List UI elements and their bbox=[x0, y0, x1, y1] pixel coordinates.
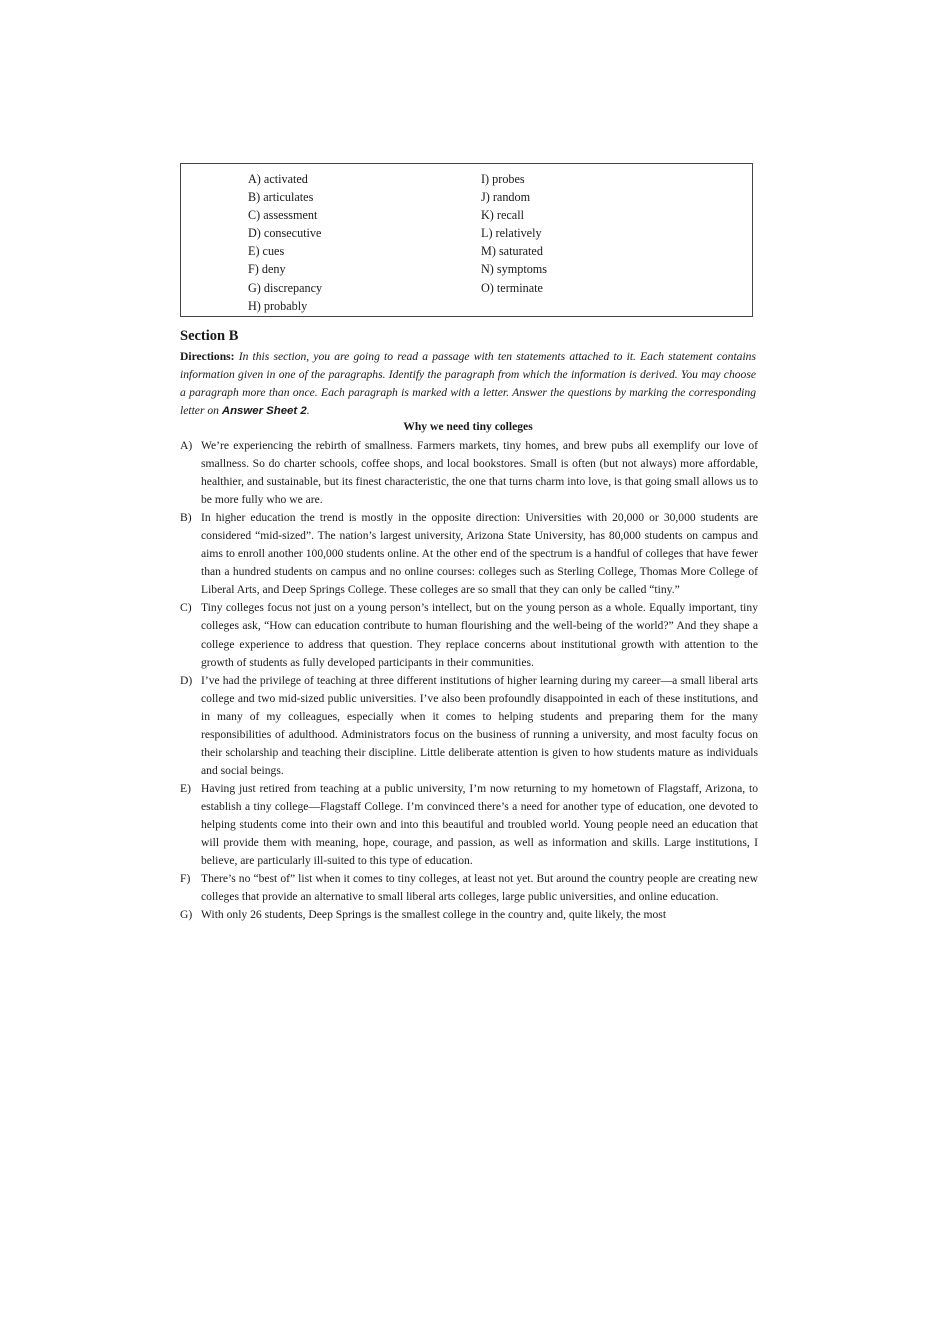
paragraph-label: G) bbox=[180, 908, 193, 922]
paragraph-c bbox=[180, 599, 758, 671]
word-bank bbox=[180, 163, 753, 317]
paragraph-text: With only 26 students, Deep Springs is the smallest college in the country and, quite likely, the most bbox=[201, 908, 667, 922]
paragraph-b bbox=[180, 509, 758, 599]
paragraph-label: E) bbox=[180, 781, 191, 795]
paragraph-label: D) bbox=[180, 673, 193, 687]
paragraph-text: In higher education the trend is mostly in the opposite direction: Universities with 20,000 or 30,000 students are considered “mid-sized”. The nation’s largest university, Arizona State University, has 80,000 students on campus and aims to enroll another 100,000 students online. At the other end of the spectrum is a handful of colleges that have fewer than a hundred students on campus and no online courses: colleges such as Sterling College, Thomas More College of Liberal Arts, and Deep Springs College. These colleges are so small that they can only be called “tiny.” bbox=[201, 511, 758, 597]
paragraph-g bbox=[180, 906, 758, 924]
directions-end: . bbox=[306, 404, 310, 418]
word-option: A) activated bbox=[248, 172, 308, 186]
word-option: J) random bbox=[481, 190, 531, 205]
word-option: E) cues bbox=[248, 244, 285, 259]
word-option: G) discrepancy bbox=[248, 280, 323, 295]
paragraph-a bbox=[180, 437, 758, 509]
word-option: H) probably bbox=[248, 298, 308, 313]
word-option: M) saturated bbox=[481, 244, 543, 259]
paragraph-text: There’s no “best of” list when it comes to tiny colleges, at least not yet. But around the country people are creating new colleges that provide an alternative to small liberal arts colleges, large public universities, and online education. bbox=[201, 872, 758, 904]
paragraph-label: B) bbox=[180, 511, 192, 525]
paragraph-text: Tiny colleges focus not just on a young person’s intellect, but on the young person as a whole. Equally important, tiny colleges ask, “How can education contribute to human flourishing and the well-being of the world?” And they shape a college experience to address that question. They replace concerns about institutional growth with attention to the growth of students as fully developed participants in their communities. bbox=[201, 601, 758, 669]
paragraph-e bbox=[180, 780, 758, 870]
word-option: K) recall bbox=[481, 208, 524, 223]
paragraph-text: We’re experiencing the rebirth of smallness. Farmers markets, tiny homes, and brew pubs all exemplify our love of smallness. So do charter schools, coffee shops, and local bookstores. Small is often (but not always) more affordable, healthier, and sustainable, but its finest characteristic, the one that turns charm into love, is that going small allows us to be more fully who we are. bbox=[201, 439, 758, 507]
directions-label: Directions: bbox=[180, 350, 235, 363]
word-bank-right-column bbox=[481, 170, 547, 297]
word-option: B) articulates bbox=[248, 190, 314, 205]
paragraph-label: C) bbox=[180, 601, 192, 615]
paragraph-text: Having just retired from teaching at a public university, I’m now returning to my hometown of Flagstaff, Arizona, to establish a tiny college—Flagstaff College. I’m convinced there’s a need for another type of education, one devoted to helping students come into their own and into this beautiful and troubled world. Young people need an education that will provide them with meaning, hope, courage, and passion, as well as information and skills. Large institutions, I believe, are particularly ill-suited to this type of education. bbox=[201, 781, 758, 868]
paragraph-label: A) bbox=[180, 439, 193, 452]
word-option: N) symptoms bbox=[481, 262, 548, 277]
directions-text: In this section, you are going to read a passage with ten statements attached to it. Each statement contains information given in one of the paragraphs. Identify the paragraph from which the information is derived. You may choose a paragraph more than once. Each paragraph is marked with a letter. Answer the questions by marking the corresponding letter on bbox=[180, 350, 756, 418]
section-title: Section B bbox=[180, 328, 239, 344]
paragraph-text: I’ve had the privilege of teaching at three different institutions of higher learning during my career—a small liberal arts college and two mid-sized public universities. I’ve also been profoundly disappointed in each of these institutions, and in many of my colleagues, especially when it comes to helping students and preparing them for the many responsibilities of adulthood. Administrators focus on the business of running a university, and most faculty focus on their scholarship and teaching their discipline. Little deliberate attention is given to how students mature as individuals and social beings. bbox=[201, 673, 758, 777]
paragraph-label: F) bbox=[180, 872, 191, 886]
paragraph-f bbox=[180, 870, 758, 906]
word-option: C) assessment bbox=[248, 208, 318, 223]
word-option: I) probes bbox=[481, 172, 525, 186]
word-option: L) relatively bbox=[481, 226, 542, 241]
word-option: D) consecutive bbox=[248, 226, 322, 241]
paragraph-d bbox=[180, 672, 758, 780]
word-option: F) deny bbox=[248, 262, 286, 277]
passage-title: Why we need tiny colleges bbox=[403, 420, 533, 433]
word-bank-left-column bbox=[248, 170, 322, 315]
word-option: O) terminate bbox=[481, 280, 543, 295]
answer-sheet-ref: Answer Sheet 2 bbox=[221, 405, 307, 418]
directions bbox=[180, 348, 756, 420]
passage-body bbox=[180, 437, 758, 924]
